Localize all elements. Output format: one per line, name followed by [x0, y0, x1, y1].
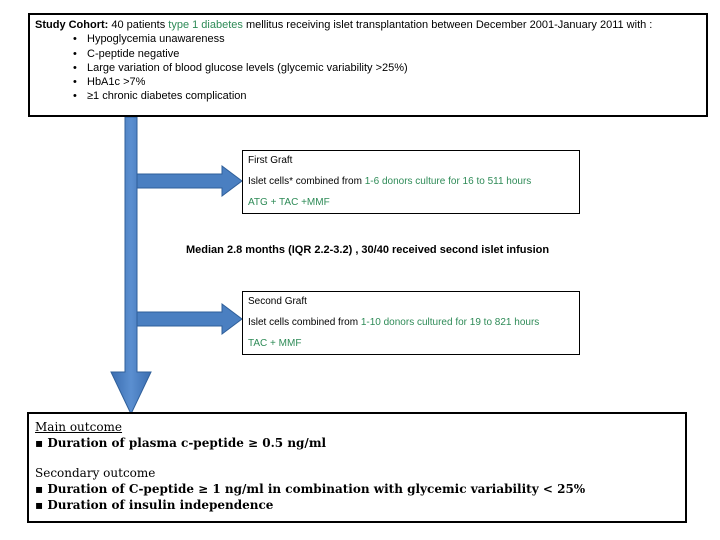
criteria-item: • C-peptide negative: [87, 47, 701, 61]
secondary-outcome-item: [35, 497, 679, 513]
main-outcome-item: [35, 435, 679, 451]
main-down-arrow: [111, 117, 151, 414]
cohort-description: [35, 18, 701, 32]
criteria-item: • Hypoglycemia unawareness: [87, 32, 701, 46]
criteria-item: • HbA1c >7%: [87, 75, 701, 89]
cohort-text-post: mellitus receiving islet transplantation between December 2001-January 2011 with :: [242, 19, 653, 31]
first-graft-cells-pre: Islet cells* combined from: [248, 176, 365, 187]
main-outcome-text: Duration of plasma c-peptide ≥ 0.5 ng/ml: [47, 436, 327, 450]
cohort-label: Study Cohort:: [35, 19, 109, 31]
first-graft-cells: [248, 176, 574, 187]
second-graft-cells-highlight: 1-10 donors cultured for 19 to 821 hours: [360, 317, 540, 328]
secondary-outcome-text: Duration of C-peptide ≥ 1 ng/ml in combination with glycemic variability < 25%: [47, 482, 586, 496]
main-outcome-title: Main outcome: [35, 420, 123, 434]
second-graft-cells: [248, 317, 574, 328]
first-graft-therapy: ATG + TAC +MMF: [248, 197, 330, 208]
secondary-outcome-item: [35, 481, 679, 497]
median-interval-text: Median 2.8 months (IQR 2.2-3.2) , 30/40 received second islet infusion: [186, 244, 550, 256]
outcomes-box: [27, 412, 687, 523]
second-graft-box: [242, 291, 580, 355]
second-graft-therapy: TAC + MMF: [248, 338, 302, 349]
secondary-outcome-title: Secondary outcome: [35, 466, 156, 480]
first-graft-title: First Graft: [248, 155, 293, 166]
bullet: ▪: [35, 482, 48, 496]
criteria-item: • Large variation of blood glucose levels (glycemic variability >25%): [87, 61, 701, 75]
branch-arrow-second-graft: [137, 304, 242, 334]
cohort-highlight: type 1 diabetes: [168, 19, 243, 31]
study-cohort-box: [28, 13, 708, 117]
cohort-criteria-list: [35, 32, 701, 103]
branch-arrow-first-graft: [137, 166, 242, 196]
criteria-item: • ≥1 chronic diabetes complication: [87, 89, 701, 103]
cohort-text-pre: 40 patients: [108, 19, 169, 31]
bullet: ▪: [35, 498, 48, 512]
bullet: ▪: [35, 436, 48, 450]
second-graft-cells-pre: Islet cells combined from: [248, 317, 361, 328]
secondary-outcome-text: Duration of insulin independence: [47, 498, 274, 512]
first-graft-box: [242, 150, 580, 214]
second-graft-title: Second Graft: [248, 296, 307, 307]
first-graft-cells-highlight: 1-6 donors culture for 16 to 511 hours: [364, 176, 532, 187]
